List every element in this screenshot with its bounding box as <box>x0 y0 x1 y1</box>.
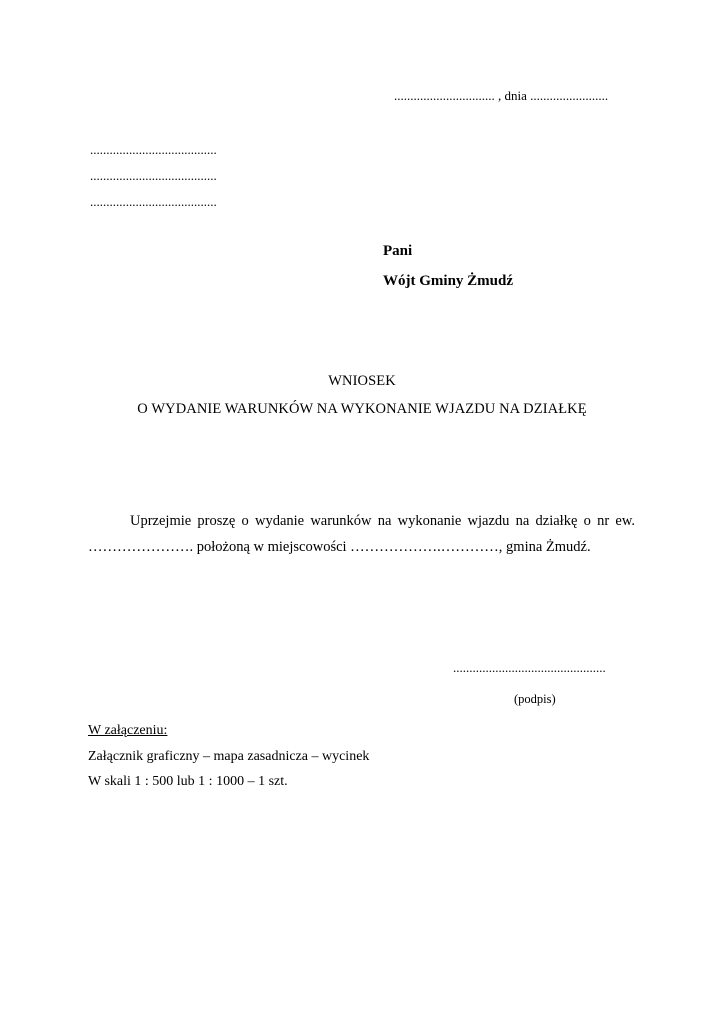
addressee-title: Pani <box>383 243 413 259</box>
attachments-heading: W załączeniu: <box>88 723 168 738</box>
place-date-line: ............................... , dnia ........................ <box>394 88 609 103</box>
attachment-item-2: W skali 1 : 500 lub 1 : 1000 – 1 szt. <box>88 774 288 789</box>
request-paragraph: Uprzejmie proszę o wydanie warunków na wykonanie wjazdu na działkę o nr ew. …………………. położoną w miejscowości ……………….…………, gmina Żmudź. <box>88 513 635 555</box>
signature-label: (podpis) <box>514 692 556 706</box>
sender-line-3: ....................................... <box>90 194 217 209</box>
sender-line-1: ....................................... <box>90 142 217 157</box>
addressee-office: Wójt Gminy Żmudź <box>383 273 514 289</box>
request-body <box>88 508 635 560</box>
attachment-item-1: Załącznik graficzny – mapa zasadnicza – wycinek <box>88 749 370 764</box>
signature-line: ............................................... <box>453 660 606 675</box>
document-title: WNIOSEK <box>328 373 396 389</box>
sender-line-2: ....................................... <box>90 168 217 183</box>
document-subtitle: O WYDANIE WARUNKÓW NA WYKONANIE WJAZDU NA DZIAŁKĘ <box>137 401 587 417</box>
